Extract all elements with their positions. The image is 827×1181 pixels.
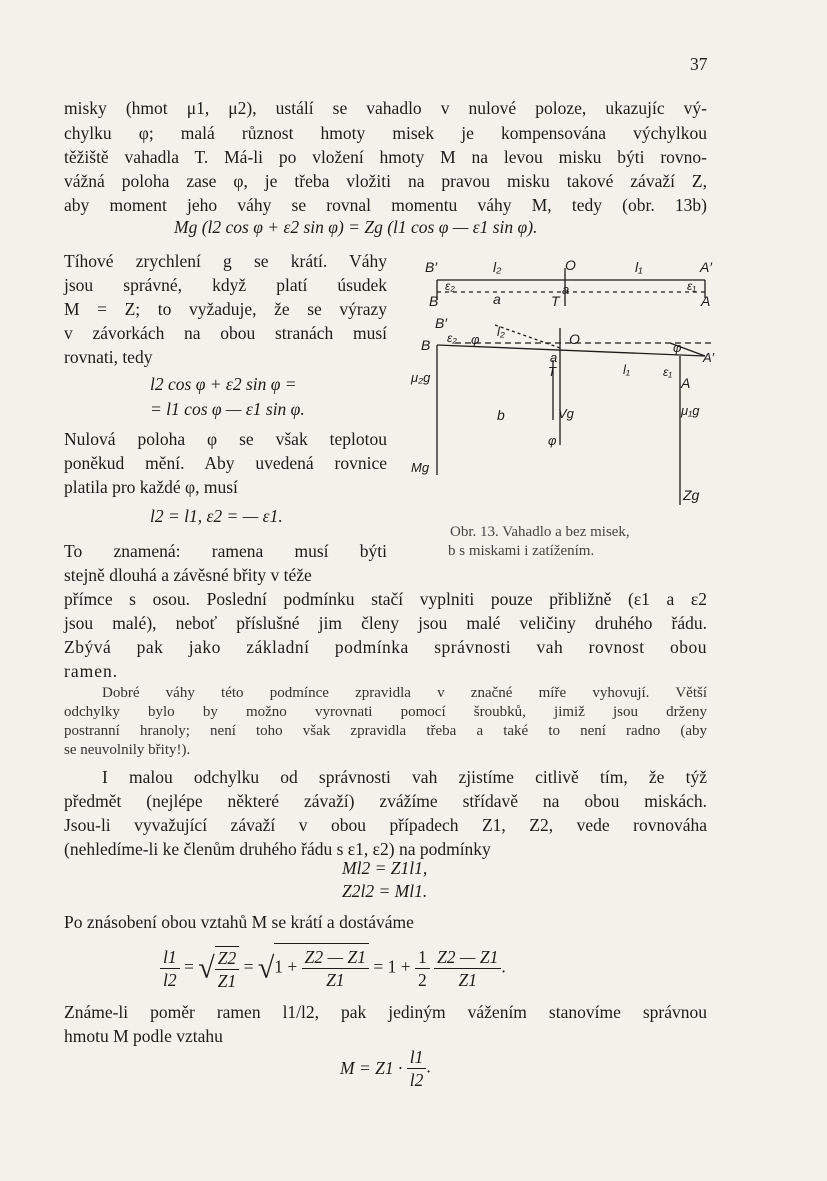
equation-balance-1: Ml2 = Z1l1, [342, 858, 428, 878]
para7-line: hmotu M podle vztahu [64, 1026, 223, 1046]
fig-label: l₁ [635, 259, 643, 275]
balance-figure [405, 250, 720, 518]
para4-line: Zbývá pak jako základní podmínka správnosti vah rovnost obou [64, 637, 707, 657]
para2-line: rovnati, tedy [64, 347, 153, 367]
para5-line: předmět (nejlépe některé závaží) zvážíme střídavě na obou miskách. [64, 791, 707, 811]
frac-z2-z1: $\frac{Z2}{Z1}$ [215, 946, 239, 992]
para4-line: přímce s osou. Poslední podmínku stačí vyplniti pouze přibližně (ε1 a ε2 [64, 589, 707, 609]
fig-label: φ [673, 340, 682, 355]
fig-label: a [562, 282, 570, 297]
fig-label: b [497, 407, 505, 423]
para7-line: Známe-li poměr ramen l1/l2, pak jediným vážením stanovíme správnou [64, 1002, 707, 1022]
note-line: postranní hranoly; není toho však zpravidla třeba a také to není radno (aby [64, 723, 707, 739]
fig-label: A [681, 375, 691, 391]
figure-caption: Obr. 13. Vahadlo a bez misek, [450, 524, 630, 540]
para4-line: To znamená: ramena musí býti [64, 541, 387, 561]
para1-line: aby moment jeho váhy se rovnal momentu váhy M, tedy (obr. 13b) [64, 195, 707, 215]
fig-label: l₂ [493, 259, 502, 275]
para2-line: M = Z; to vyžaduje, že se výrazy [64, 299, 387, 319]
para1-line: vážná poloha zase φ, je třeba vložiti na pravou misku takové závaží Z, [64, 171, 707, 191]
fig-label: A′ [703, 350, 715, 365]
para2-line: Tíhové zrychlení g se krátí. Váhy [64, 251, 387, 271]
fig-label: B [421, 337, 431, 353]
fig-label: T [548, 364, 556, 379]
fig-label: A [701, 293, 711, 309]
fig-label: B [429, 293, 439, 309]
para4-line: stejně dlouhá a závěsné břity v téže [64, 565, 312, 585]
fig-label: Mg [411, 460, 430, 475]
fig-label: φ [548, 433, 557, 448]
para1-line: chylku φ; malá různost hmoty misek je kompensována výchylkou [64, 123, 707, 143]
para6-line: Po znásobení obou vztahů M se krátí a dostáváme [64, 912, 414, 932]
fig-label: B′ [425, 259, 437, 275]
para5-line: Jsou-li vyvažující závaží v obou případech Z1, Z2, vede rovnováha [64, 815, 707, 835]
para3-line: Nulová poloha φ se však teplotou [64, 429, 387, 449]
para2-line: v závorkách na obou stranách musí [64, 323, 387, 343]
fig-label: O [569, 331, 580, 347]
fig-label: l₁ [623, 362, 630, 377]
para4-line: ramen. [64, 661, 119, 681]
para5-line: (nehledíme-li ke členům druhého řádu s ε1, ε2) na podmínky [64, 839, 491, 859]
fig-label: ε₂ [445, 279, 455, 293]
para3-line: poněkud mění. Aby uvedená rovnice [64, 453, 387, 473]
equation-condition-1: l2 cos φ + ε2 sin φ = [150, 374, 297, 394]
para1-line: misky (hmot μ1, μ2), ustálí se vahadlo v nulové poloze, ukazujíc vý- [64, 98, 707, 118]
frac-l1-l2: $\frac{l1}{l2}$ [160, 946, 180, 991]
fig-label: μ₂g [411, 370, 431, 385]
note-line: Dobré váhy této podmínce zpravidla v značné míře vyhovují. Větší [102, 685, 707, 701]
equation-equal-arms: l2 = l1, ε2 = — ε1. [150, 506, 283, 526]
fig-label: a [550, 350, 558, 365]
fig-label: T [551, 293, 560, 309]
page-number: 37 [690, 54, 708, 74]
fig-label: O [565, 257, 576, 273]
fig-label: Zg [683, 487, 700, 503]
para3-line: platila pro každé φ, musí [64, 477, 238, 497]
fig-label: ε₁ [663, 365, 673, 379]
frac-half: $\frac{1}{2}$ [415, 946, 430, 991]
equation-mass: M = Z1 · $\frac{l1}{l2}$ . [340, 1047, 431, 1090]
note-line: odchylky bylo by možno vyrovnati pomocí šroubků, jimiž jsou drženy [64, 704, 707, 720]
frac-diff-z1: $\frac{Z2 — Z1}{Z1}$ [302, 946, 369, 991]
para2-line: jsou správné, když platí úsudek [64, 275, 387, 295]
fig-label: ε₂ [447, 331, 457, 345]
fig-label: φ [471, 332, 480, 347]
para4-line: jsou malé), neboť příslušné jim členy jsou malé veličiny druhého řádu. [64, 613, 707, 633]
para5-line: I malou odchylku od správnosti vah zjistíme citlivě tím, že týž [102, 767, 707, 787]
fig-label: B′ [435, 315, 447, 331]
equation-moment: Mg (l2 cos φ + ε2 sin φ) = Zg (l1 cos φ — ε1 sin φ). [174, 217, 538, 237]
para1-line: těžiště vahadla T. Má-li po vložení hmoty M na levou misku býti rovno- [64, 147, 707, 167]
equation-condition-2: = l1 cos φ — ε1 sin φ. [150, 399, 305, 419]
note-line: se neuvolnily břity!). [64, 742, 191, 758]
fig-label: μ₁g [681, 403, 700, 418]
fig-label: a [493, 291, 501, 307]
equation-balance-2: Z2l2 = Ml1. [342, 881, 428, 901]
frac-diff-z1-2: $\frac{Z2 — Z1}{Z1}$ [434, 946, 501, 991]
fig-label: A′ [700, 259, 712, 275]
fig-label: l₂ [497, 324, 505, 339]
fig-label: Vg [558, 406, 574, 421]
figure-caption: b s miskami i zatížením. [448, 543, 595, 559]
equation-ratio: $\frac{l1}{l2}$ = √ $\frac{Z2}{Z1}$ = √1 + $\frac{Z2 — Z1}{Z1}$ = 1 + $\frac{1}{2}$ $\frac{Z2 — Z1}{Z1}$ . [160, 943, 506, 992]
fig-label: ε₁ [687, 279, 697, 293]
